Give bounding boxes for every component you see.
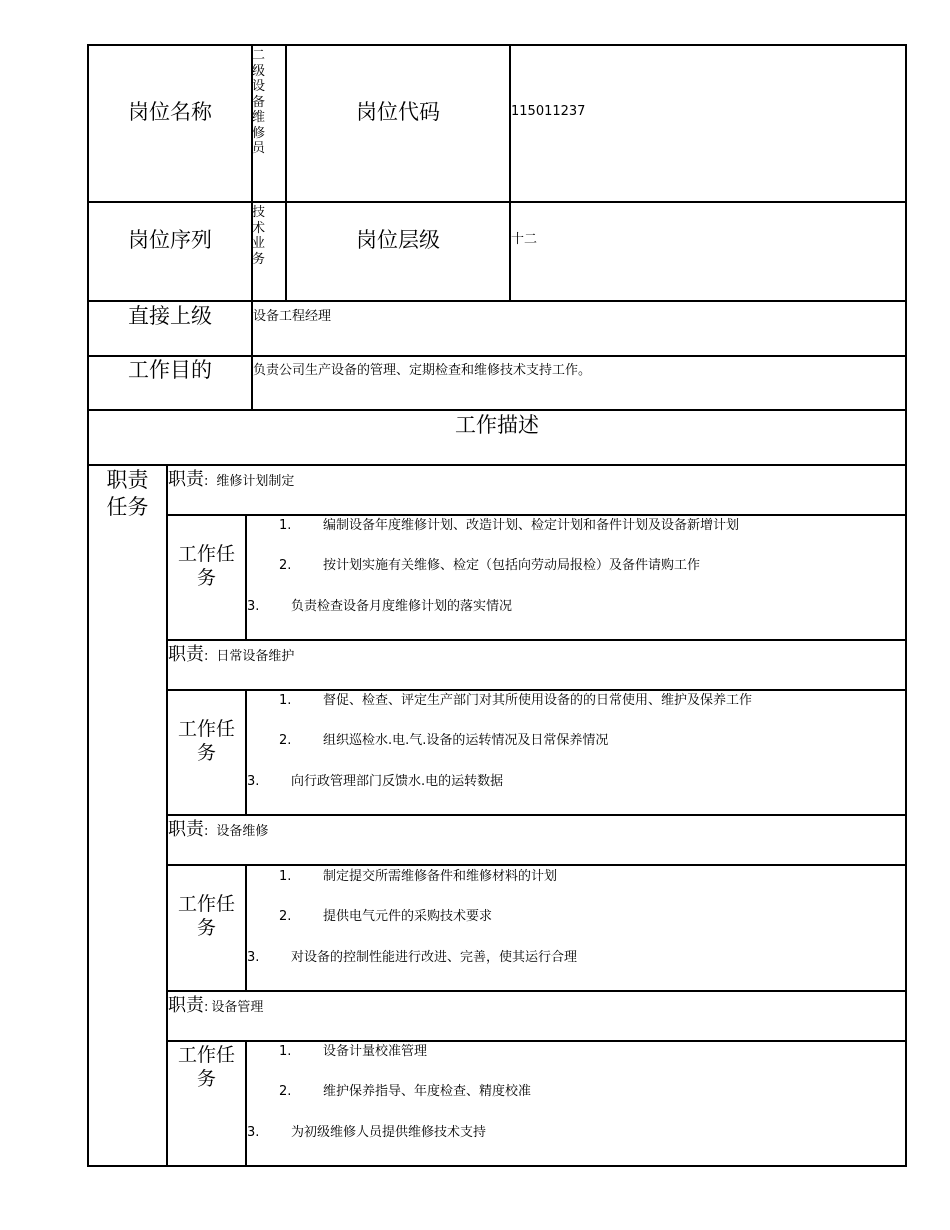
duty-colon: : [204,1000,209,1015]
position-sequence-label: 岗位序列 [128,228,212,252]
task-col-divider [245,514,247,640]
duty-colon: : [204,474,209,489]
task-number: 2. [279,558,292,573]
task-label-line2: 务 [196,742,216,764]
work-description-title: 工作描述 [455,413,539,437]
task-text: 维护保养指导、年度检查、精度校准 [323,1084,532,1099]
duty-heading [168,995,263,1017]
duty-divider [166,814,907,816]
duty-divider [166,639,907,641]
duties-tasks-label [89,467,166,521]
task-col-divider [245,689,247,815]
task-text: 为初级维修人员提供维修技术支持 [291,1125,487,1140]
position-name-label: 岗位名称 [128,100,212,124]
duty-heading [168,469,294,491]
task-label [168,1043,245,1091]
work-purpose-value: 负责公司生产设备的管理、定期检查和维修技术支持工作。 [253,363,592,378]
row-divider [87,464,907,466]
border-left [87,44,89,1167]
direct-superior-value: 设备工程经理 [253,309,332,324]
work-purpose-label: 工作目的 [128,358,212,382]
task-text: 编制设备年度维修计划、改造计划、检定计划和备件计划及设备新增计划 [323,518,740,533]
task-number: 3. [247,599,260,614]
duty-prefix: 职责 [168,644,204,665]
task-number: 3. [247,1125,260,1140]
task-label-line1: 工作任 [177,543,235,565]
task-text: 组织巡检水.电.气.设备的运转情况及日常保养情况 [323,733,609,748]
duty-title: 设备维修 [216,824,269,839]
task-label-line1: 工作任 [177,1044,235,1066]
position-level-value: 十二 [511,232,538,247]
task-text: 负责检查设备月度维修计划的落实情况 [291,599,513,614]
task-label [168,892,245,940]
task-number: 1. [279,693,292,708]
duties-label-line2: 任务 [106,495,149,519]
task-label-line2: 务 [196,1068,216,1090]
duty-heading [168,644,294,666]
duty-divider [166,514,907,516]
duty-divider [166,1040,907,1042]
duty-heading [168,819,268,841]
task-number: 1. [279,518,292,533]
task-label-line1: 工作任 [177,893,235,915]
task-text: 制定提交所需维修备件和维修材料的计划 [323,869,558,884]
row-divider [87,300,907,302]
task-label [168,542,245,590]
task-number: 2. [279,909,292,924]
duty-divider [166,689,907,691]
duty-prefix: 职责 [168,819,204,840]
position-code-label: 岗位代码 [356,100,440,124]
row-divider [87,409,907,411]
duty-colon: : [204,824,209,839]
duty-divider [166,990,907,992]
duty-colon: : [204,649,209,664]
position-name-value: 二级设备维修员 [252,48,266,156]
task-label-line1: 工作任 [177,718,235,740]
duty-title: 日常设备维护 [216,649,295,664]
position-sequence-value: 技术业务 [252,205,266,267]
task-number: 1. [279,869,292,884]
duty-title: 维修计划制定 [216,474,295,489]
task-label-line2: 务 [196,917,216,939]
task-number: 2. [279,733,292,748]
duty-prefix: 职责 [168,995,204,1016]
col-divider [285,44,287,301]
border-right [905,44,907,1167]
col-divider [509,44,511,301]
task-col-divider [245,1040,247,1167]
duty-prefix: 职责 [168,469,204,490]
duties-label-line1: 职责 [106,468,149,492]
duty-divider [166,864,907,866]
task-number: 1. [279,1044,292,1059]
task-label-line2: 务 [196,567,216,589]
position-level-label: 岗位层级 [356,228,440,252]
row-divider [87,355,907,357]
border-top [87,44,907,46]
row-divider [87,201,907,203]
task-col-divider [245,864,247,991]
task-text: 按计划实施有关维修、检定（包括向劳动局报检）及备件请购工作 [323,558,701,573]
duty-title: 设备管理 [211,1000,264,1015]
border-bottom [87,1165,907,1167]
task-number: 2. [279,1084,292,1099]
position-code-value: 115011237 [511,104,586,119]
direct-superior-label: 直接上级 [128,304,212,328]
task-text: 设备计量校准管理 [323,1044,428,1059]
task-text: 对设备的控制性能进行改进、完善，使其运行合理 [291,950,578,965]
task-text: 督促、检查、评定生产部门对其所使用设备的的日常使用、维护及保养工作 [323,693,753,708]
task-number: 3. [247,950,260,965]
task-label [168,717,245,765]
task-text: 提供电气元件的采购技术要求 [323,909,493,924]
task-number: 3. [247,774,260,789]
task-text: 向行政管理部门反馈水.电的运转数据 [291,774,504,789]
